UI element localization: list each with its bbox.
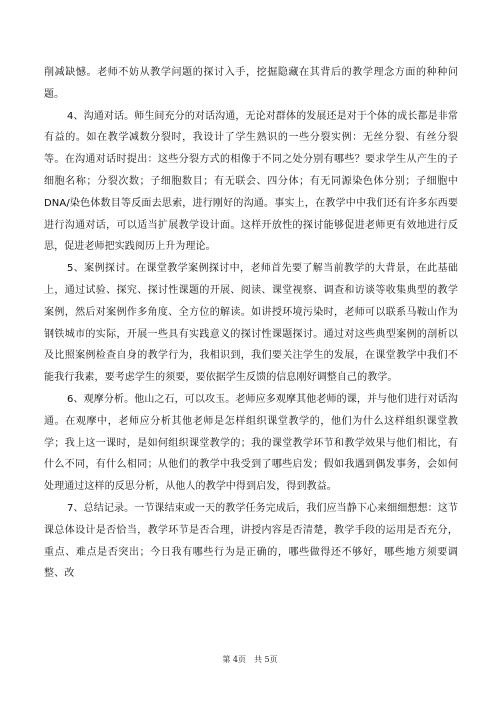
page-footer bbox=[0, 654, 500, 665]
paragraph-continuation: 削减缺憾。老师不妨从教学问题的探讨入手，挖掘隐藏在其背后的教学理念方面的种种问题。 bbox=[44, 67, 458, 100]
paragraph-observation-analysis: 6、观摩分析。他山之石，可以攻玉。老师应多观摩其他老师的课，并与他们进行对话沟通。在观摩中，老师应分析其他老师是怎样组织课堂教学的，他们为什么这样组织课堂教学；我上这一课时，是如何组织课堂教学的；我的课堂教学环节和教学效果与他们相比，有什么不同，有什么相同；从他们的教学中我受到了哪些启发；假如我遇到偶发事务，会如何处理通过这样的反思分析，从他人的教学中得到启发，得到教益。 bbox=[44, 393, 458, 493]
page-number-label: 第 4页 共 5页 bbox=[222, 655, 278, 664]
document-body bbox=[44, 62, 458, 585]
paragraph-summary-record: 7、总结记录。一节课结束或一天的教学任务完成后，我们应当静下心来细细想想：这节课总体设计是否恰当，教学环节是否合理，讲授内容是否清楚，教学手段的运用是否充分，重点、难点是否突出；今日我有哪些行为是正确的，哪些做得还不够好，哪些地方须要调整、改 bbox=[44, 502, 458, 580]
paragraph-case-study: 5、案例探讨。在课堂教学案例探讨中，老师首先要了解当前教学的大背景，在此基础上，通过试验、探究、探讨性课题的开展、阅读、课堂视察、调查和访谈等收集典型的教学案例，然后对案例作多角度、全方位的解读。如讲授环境污染时，老师可以联系马鞍山作为钢铁城市的实际，开展一些具有实践意义的探讨性课题探讨。通过对这些典型案例的剖析以及比照案例检查自身的教学行为，我相识到，我们要关注学生的发展，在课堂教学中我们不能我行我素，要考虑学生的须要，要依据学生反馈的信息刚好调整自己的教学。 bbox=[44, 263, 458, 384]
paragraph-communication-dialogue: 4、沟通对话。师生间充分的对话沟通，无论对群体的发展还是对于个体的成长都是非常有益的。如在教学减数分裂时，我设计了学生熟识的一些分裂实例：无丝分裂、有丝分裂等。在沟通对话时提出：这些分裂方式的相像于不同之处分别有哪些？要求学生从产生的子细胞名称；分裂次数；子细胞数目；有无联会、四分体；有无同源染色体分别；子细胞中DNA/染色体数目等反面去思索，进行刚好的沟通。事实上，在教学中中我们还有许多东西要进行沟通对话，可以适当扩展教学设计面。这样开放性的探讨能够促进老师更有效地进行反思，促进老师把实践阅历上升为理论。 bbox=[44, 110, 458, 253]
